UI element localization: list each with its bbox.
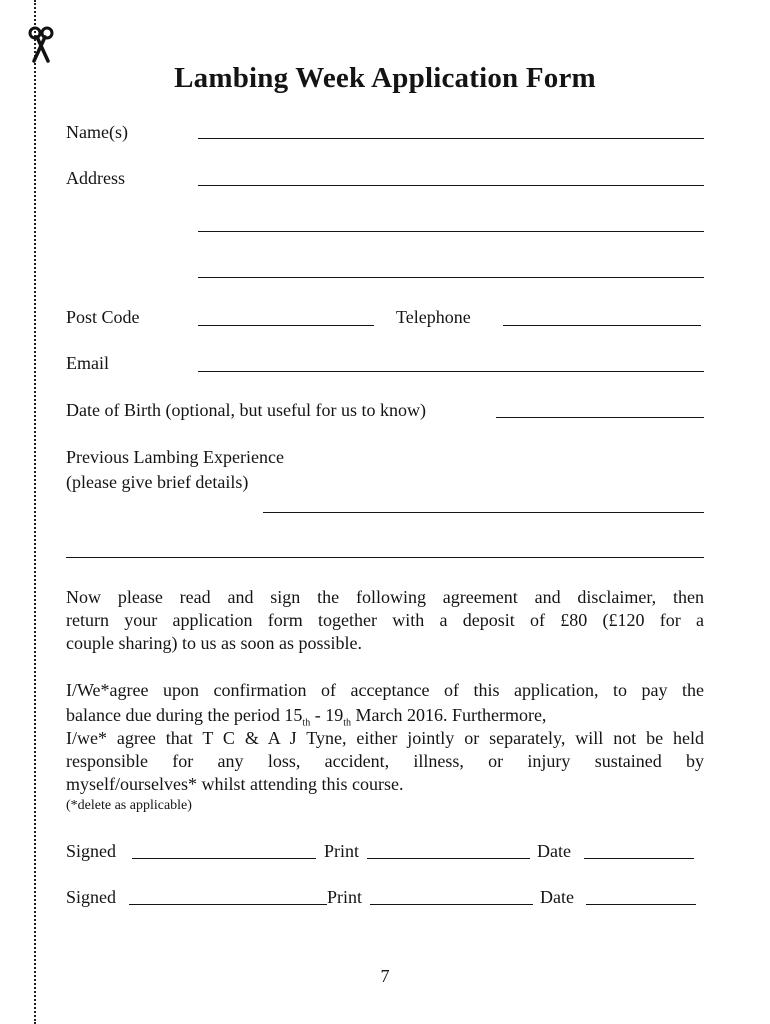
names-input-line[interactable]: [198, 138, 704, 139]
instructions-line-3: couple sharing) to us as soon as possible.: [66, 633, 362, 653]
agreement-line-3: I/we* agree that T C & A J Tyne, either jointly or separately, will not be held: [66, 728, 704, 748]
names-label: Name(s): [66, 122, 128, 142]
address-line-3[interactable]: [198, 277, 704, 278]
telephone-label: Telephone: [396, 307, 471, 327]
experience-input-line-1[interactable]: [263, 512, 704, 513]
delete-note: (*delete as applicable): [66, 798, 192, 813]
scissors-icon: [26, 26, 56, 64]
email-input-line[interactable]: [198, 371, 704, 372]
instructions-line-2: return your application form together with a deposit of £80 (£120 for a: [66, 610, 704, 630]
agreement-line-5: myself/ourselves* whilst attending this course.: [66, 774, 404, 794]
print-input-line-1[interactable]: [367, 858, 530, 859]
agreement-line-2-post: March 2016. Furthermore,: [350, 705, 547, 725]
cut-line: [34, 0, 36, 1024]
agreement-line-1: I/We*agree upon confirmation of acceptance of this application, to pay the: [66, 680, 704, 700]
address-label: Address: [66, 168, 125, 188]
email-label: Email: [66, 353, 109, 373]
address-line-1[interactable]: [198, 185, 704, 186]
date-input-line-1[interactable]: [584, 858, 694, 859]
agreement-line-5-wrap: [66, 773, 704, 796]
date-label: Date: [540, 887, 574, 907]
date-label: Date: [537, 841, 571, 861]
experience-hint: (please give brief details): [66, 472, 249, 492]
agreement-lines-3-4: [66, 727, 704, 773]
postcode-label: Post Code: [66, 307, 140, 327]
experience-input-line-2[interactable]: [66, 557, 704, 558]
agreement-line-4: responsible for any loss, accident, illness, or injury sustained by: [66, 751, 704, 771]
signed-label: Signed: [66, 887, 117, 907]
agreement-line-1-wrap: [66, 679, 704, 702]
telephone-input-line[interactable]: [503, 325, 701, 326]
print-label: Print: [327, 887, 363, 907]
postcode-input-line[interactable]: [198, 325, 374, 326]
instructions-line-3-wrap: [66, 632, 704, 655]
page-number: 7: [380, 966, 390, 986]
agreement-line-2-pre: balance due during the period 15: [66, 705, 303, 725]
print-input-line-2[interactable]: [370, 904, 533, 905]
agreement-line-2-mid: - 19: [310, 705, 344, 725]
dob-input-line[interactable]: [496, 417, 704, 418]
address-line-2[interactable]: [198, 231, 704, 232]
instructions-line-1: Now please read and sign the following agreement and disclaimer, then: [66, 587, 704, 607]
instructions-paragraph: [66, 586, 704, 632]
ordinal-suffix: th: [343, 717, 351, 729]
print-label: Print: [324, 841, 360, 861]
form-title: Lambing Week Application Form: [174, 62, 596, 94]
ordinal-suffix: th: [302, 717, 311, 729]
signed-input-line-2[interactable]: [129, 904, 327, 905]
signed-input-line-1[interactable]: [132, 858, 316, 859]
signed-label: Signed: [66, 841, 117, 861]
experience-label: Previous Lambing Experience: [66, 447, 284, 467]
dob-label: Date of Birth (optional, but useful for us to know): [66, 400, 426, 420]
date-input-line-2[interactable]: [586, 904, 696, 905]
